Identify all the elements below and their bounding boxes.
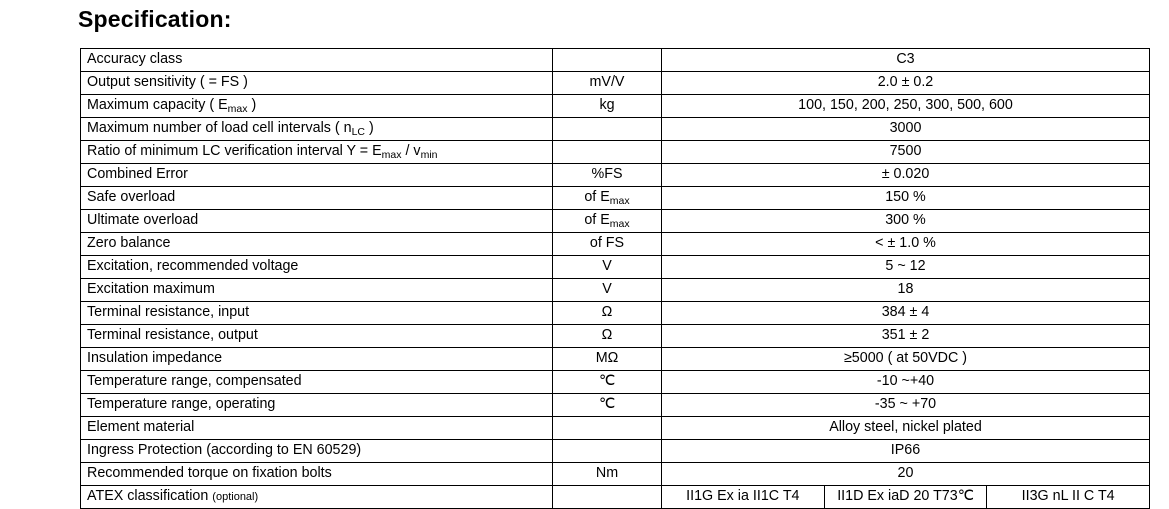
table-row bbox=[81, 164, 1150, 187]
row-unit bbox=[553, 210, 662, 233]
row-parameter-tail: / v bbox=[401, 142, 421, 159]
row-parameter: Recommended torque on fixation bolts bbox=[81, 463, 553, 486]
row-parameter: Terminal resistance, input bbox=[81, 302, 553, 325]
table-row bbox=[81, 210, 1150, 233]
table-row bbox=[81, 325, 1150, 348]
row-unit bbox=[553, 440, 662, 463]
row-unit: of FS bbox=[553, 233, 662, 256]
table-row bbox=[81, 256, 1150, 279]
specification-table-body bbox=[81, 49, 1150, 509]
row-value: 351 ± 2 bbox=[662, 325, 1150, 348]
row-parameter-subscript: max bbox=[227, 102, 248, 115]
row-unit: mV/V bbox=[553, 72, 662, 95]
row-parameter: Terminal resistance, output bbox=[81, 325, 553, 348]
row-parameter bbox=[81, 141, 553, 164]
row-parameter-tail: ) bbox=[365, 119, 374, 136]
row-unit bbox=[553, 118, 662, 141]
row-parameter-subscript: max bbox=[381, 148, 402, 161]
row-value: ≥5000 ( at 50VDC ) bbox=[662, 348, 1150, 371]
table-row bbox=[81, 417, 1150, 440]
row-parameter: Temperature range, operating bbox=[81, 394, 553, 417]
row-unit-text: of E bbox=[584, 188, 610, 205]
row-value: 3000 bbox=[662, 118, 1150, 141]
row-parameter-text: Ratio of minimum LC verification interval Y = E bbox=[87, 142, 382, 159]
atex-optional-note: (optional) bbox=[212, 490, 259, 503]
row-value: IP66 bbox=[662, 440, 1150, 463]
atex-value-3: II3G nL II C T4 bbox=[987, 486, 1150, 509]
table-row-atex bbox=[81, 486, 1150, 509]
row-value: 2.0 ± 0.2 bbox=[662, 72, 1150, 95]
row-value: 100, 150, 200, 250, 300, 500, 600 bbox=[662, 95, 1150, 118]
atex-value-1: II1G Ex ia II1C T4 bbox=[662, 486, 825, 509]
row-unit-subscript: max bbox=[609, 194, 630, 207]
row-unit: ℃ bbox=[553, 371, 662, 394]
row-parameter: Excitation maximum bbox=[81, 279, 553, 302]
row-value: 18 bbox=[662, 279, 1150, 302]
row-value: < ± 1.0 % bbox=[662, 233, 1150, 256]
row-value: Alloy steel, nickel plated bbox=[662, 417, 1150, 440]
row-value: 20 bbox=[662, 463, 1150, 486]
row-value: -10 ~+40 bbox=[662, 371, 1150, 394]
row-parameter-subscript: LC bbox=[351, 125, 366, 138]
row-unit-text: of E bbox=[584, 211, 610, 228]
table-row bbox=[81, 187, 1150, 210]
row-unit bbox=[553, 187, 662, 210]
table-row bbox=[81, 394, 1150, 417]
table-row bbox=[81, 463, 1150, 486]
table-row bbox=[81, 440, 1150, 463]
table-row bbox=[81, 233, 1150, 256]
specification-table bbox=[80, 48, 1150, 509]
row-parameter: Accuracy class bbox=[81, 49, 553, 72]
row-value: 150 % bbox=[662, 187, 1150, 210]
row-parameter bbox=[81, 486, 553, 509]
table-row bbox=[81, 95, 1150, 118]
row-parameter: Insulation impedance bbox=[81, 348, 553, 371]
row-parameter: Output sensitivity ( = FS ) bbox=[81, 72, 553, 95]
row-unit bbox=[553, 417, 662, 440]
row-unit: %FS bbox=[553, 164, 662, 187]
page-title: Specification: bbox=[78, 6, 232, 32]
row-value: ± 0.020 bbox=[662, 164, 1150, 187]
row-unit bbox=[553, 486, 662, 509]
row-unit bbox=[553, 141, 662, 164]
row-value: 300 % bbox=[662, 210, 1150, 233]
atex-value-2: II1D Ex iaD 20 T73℃ bbox=[824, 486, 987, 509]
table-row bbox=[81, 279, 1150, 302]
row-parameter: Temperature range, compensated bbox=[81, 371, 553, 394]
table-row bbox=[81, 49, 1150, 72]
table-row bbox=[81, 348, 1150, 371]
row-unit: ℃ bbox=[553, 394, 662, 417]
row-parameter-tail: ) bbox=[247, 96, 257, 113]
row-parameter: Ultimate overload bbox=[81, 210, 553, 233]
table-row bbox=[81, 371, 1150, 394]
row-parameter-text: Maximum number of load cell intervals ( n bbox=[87, 119, 352, 136]
row-unit: Nm bbox=[553, 463, 662, 486]
row-unit-subscript: max bbox=[609, 217, 630, 230]
table-row bbox=[81, 118, 1150, 141]
row-unit: V bbox=[553, 279, 662, 302]
atex-label: ATEX classification bbox=[87, 487, 209, 504]
row-parameter: Zero balance bbox=[81, 233, 553, 256]
row-value: 5 ~ 12 bbox=[662, 256, 1150, 279]
row-unit: Ω bbox=[553, 325, 662, 348]
row-parameter-text: Maximum capacity ( E bbox=[87, 96, 228, 113]
table-row bbox=[81, 72, 1150, 95]
table-row bbox=[81, 141, 1150, 164]
row-value: 384 ± 4 bbox=[662, 302, 1150, 325]
row-parameter-subscript-2: min bbox=[420, 148, 438, 161]
row-parameter: Safe overload bbox=[81, 187, 553, 210]
row-unit: kg bbox=[553, 95, 662, 118]
row-parameter: Ingress Protection (according to EN 60529) bbox=[81, 440, 553, 463]
row-value: -35 ~ +70 bbox=[662, 394, 1150, 417]
table-row bbox=[81, 302, 1150, 325]
row-unit: MΩ bbox=[553, 348, 662, 371]
row-value: C3 bbox=[662, 49, 1150, 72]
row-parameter: Excitation, recommended voltage bbox=[81, 256, 553, 279]
row-parameter: Element material bbox=[81, 417, 553, 440]
row-parameter bbox=[81, 95, 553, 118]
row-value: 7500 bbox=[662, 141, 1150, 164]
row-parameter bbox=[81, 118, 553, 141]
row-unit: Ω bbox=[553, 302, 662, 325]
row-unit: V bbox=[553, 256, 662, 279]
row-unit bbox=[553, 49, 662, 72]
row-parameter: Combined Error bbox=[81, 164, 553, 187]
